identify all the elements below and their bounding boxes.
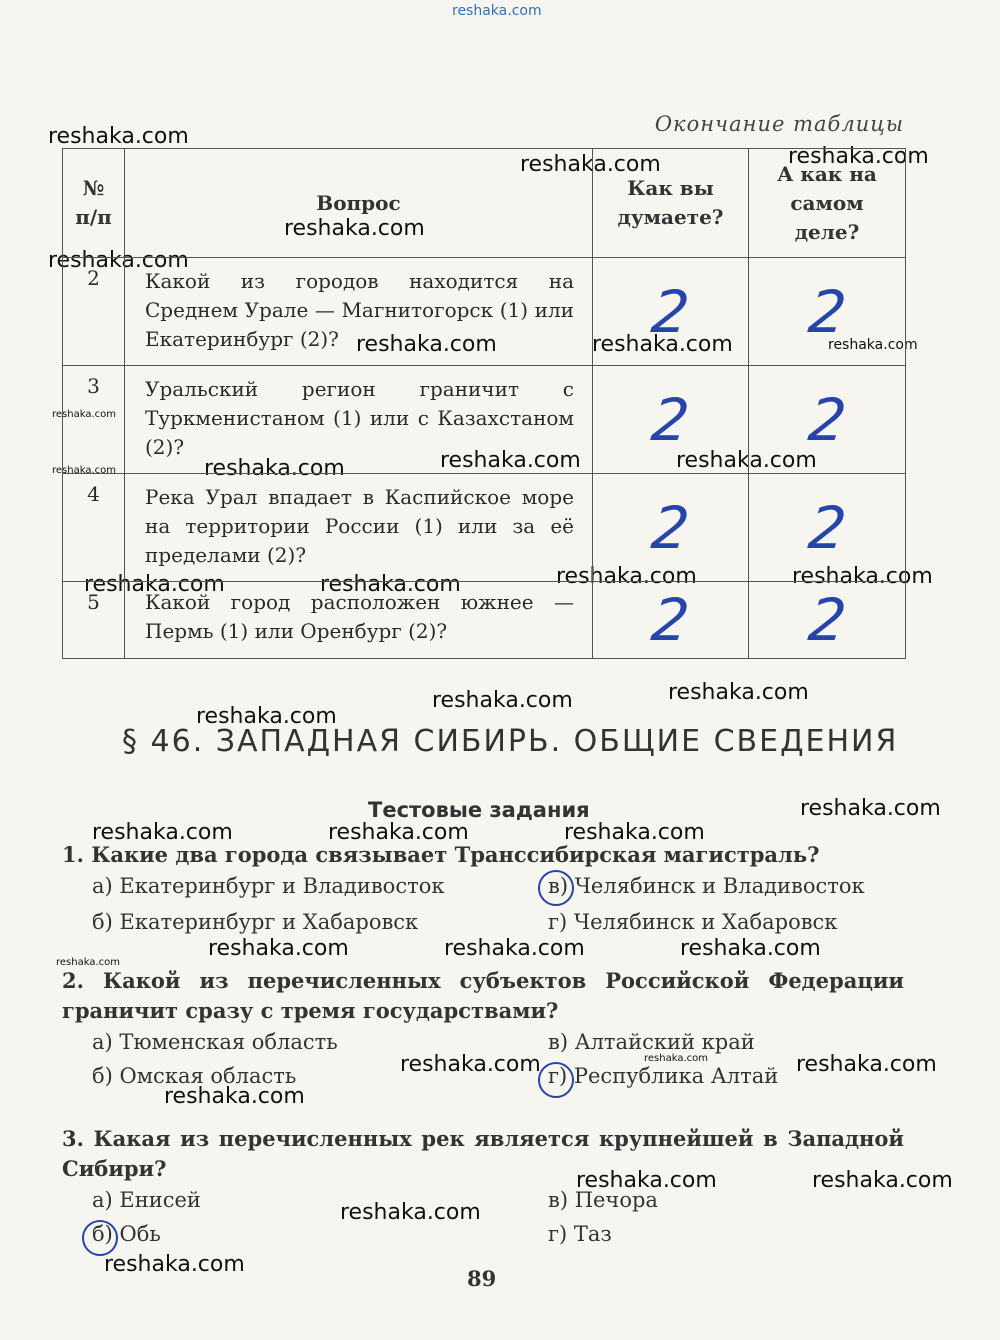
watermark: reshaka.com <box>812 1168 953 1193</box>
option-a: а) Екатеринбург и Владивосток <box>92 874 445 898</box>
watermark: reshaka.com <box>52 465 116 476</box>
handwritten-answer: 2 <box>804 385 850 454</box>
watermark: reshaka.com <box>668 680 809 705</box>
row-question: Какой из городов находится на Среднем Урале — Магнитогорск (1) или Екатеринбург (2)? <box>125 258 593 366</box>
watermark: reshaka.com <box>284 216 425 241</box>
table-row <box>63 474 906 582</box>
handwritten-answer: 2 <box>804 586 850 654</box>
watermark: reshaka.com <box>432 688 573 713</box>
watermark: reshaka.com <box>320 572 461 597</box>
watermark: reshaka.com <box>48 124 189 149</box>
watermark: reshaka.com <box>356 332 497 357</box>
watermark: reshaka.com <box>592 332 733 357</box>
option-g: г) Челябинск и Хабаровск <box>548 910 838 934</box>
watermark: reshaka.com <box>208 936 349 961</box>
option-a: а) Тюменская область <box>92 1030 338 1054</box>
option-v: в) Алтайский край <box>548 1030 755 1054</box>
handwritten-answer: 2 <box>648 385 693 454</box>
watermark: reshaka.com <box>788 144 929 169</box>
watermark: reshaka.com <box>676 448 817 473</box>
watermark: reshaka.com <box>792 564 933 589</box>
tests-subtitle: Тестовые задания <box>368 798 590 822</box>
option-b: б) Екатеринбург и Хабаровск <box>92 910 419 934</box>
header-think: Как вы думаете? <box>593 149 749 258</box>
question-3: 3. Какая из перечисленных рек является крупнейшей в Западной Сибири? <box>62 1126 904 1181</box>
option-v: в) Челябинск и Владивосток <box>548 874 865 898</box>
handwritten-answer: 2 <box>648 586 693 654</box>
handwritten-answer: 2 <box>804 277 850 346</box>
header-number: № п/п <box>63 149 125 258</box>
watermark: reshaka.com <box>564 820 705 845</box>
table-header-row <box>63 149 906 258</box>
option-v: в) Печора <box>548 1188 658 1212</box>
row-number: 2 <box>63 258 125 366</box>
watermark: reshaka.com <box>556 564 697 589</box>
handwritten-answer: 2 <box>648 277 693 346</box>
option-g: г) Таз <box>548 1222 612 1246</box>
page-number: 89 <box>467 1266 497 1291</box>
option-a: а) Енисей <box>92 1188 201 1212</box>
watermark: reshaka.com <box>796 1052 937 1077</box>
watermark: reshaka.com <box>680 936 821 961</box>
option-b: б) Омская область <box>92 1064 297 1088</box>
table-row <box>63 582 906 659</box>
watermark: reshaka.com <box>92 820 233 845</box>
watermark: reshaka.com <box>400 1052 541 1077</box>
answer-circle <box>538 870 574 906</box>
watermark: reshaka.com <box>56 957 120 968</box>
watermark: reshaka.com <box>576 1168 717 1193</box>
watermark: reshaka.com <box>520 152 661 177</box>
option-b: б) Обь <box>92 1222 161 1246</box>
table-caption: Окончание таблицы <box>654 112 904 136</box>
watermark: reshaka.com <box>340 1200 481 1225</box>
row-number: 4 <box>63 474 125 582</box>
watermark: reshaka.com <box>48 248 189 273</box>
watermark: reshaka.com <box>828 337 918 353</box>
question-1: 1. Какие два города связывает Транссибирская магистраль? <box>62 842 820 867</box>
table-row <box>63 258 906 366</box>
header-actual: А как на самом деле? <box>749 149 906 258</box>
row-question: Уральский регион граничит с Туркменистаном (1) или с Казахстаном (2)? <box>125 366 593 474</box>
header-question: Вопрос <box>125 149 593 258</box>
row-question: Река Урал впадает в Каспийское море на территории России (1) или за её пределами (2)? <box>125 474 593 582</box>
survey-table <box>62 148 906 659</box>
question-2: 2. Какой из перечисленных субъектов Российской Федерации граничит сразу с тремя государствами? <box>62 968 904 1023</box>
watermark: reshaka.com <box>52 409 116 420</box>
section-title: § 46. ЗАПАДНАЯ СИБИРЬ. ОБЩИЕ СВЕДЕНИЯ <box>122 724 899 759</box>
watermark: reshaka.com <box>644 1053 708 1064</box>
row-number: 5 <box>63 582 125 659</box>
watermark: reshaka.com <box>444 936 585 961</box>
watermark: reshaka.com <box>452 3 542 19</box>
watermark: reshaka.com <box>440 448 581 473</box>
watermark: reshaka.com <box>328 820 469 845</box>
option-g: г) Республика Алтай <box>548 1064 779 1088</box>
handwritten-answer: 2 <box>648 493 693 562</box>
watermark: reshaka.com <box>104 1252 245 1277</box>
table-row <box>63 366 906 474</box>
watermark: reshaka.com <box>84 572 225 597</box>
handwritten-answer: 2 <box>804 493 850 562</box>
answer-circle <box>82 1220 118 1256</box>
watermark: reshaka.com <box>196 704 337 729</box>
watermark: reshaka.com <box>164 1084 305 1109</box>
watermark: reshaka.com <box>800 796 941 821</box>
answer-circle <box>538 1062 574 1098</box>
watermark: reshaka.com <box>204 456 345 481</box>
row-number: 3 <box>63 366 125 474</box>
row-question: Какой город расположен южнее — Пермь (1) или Оренбург (2)? <box>125 582 593 659</box>
